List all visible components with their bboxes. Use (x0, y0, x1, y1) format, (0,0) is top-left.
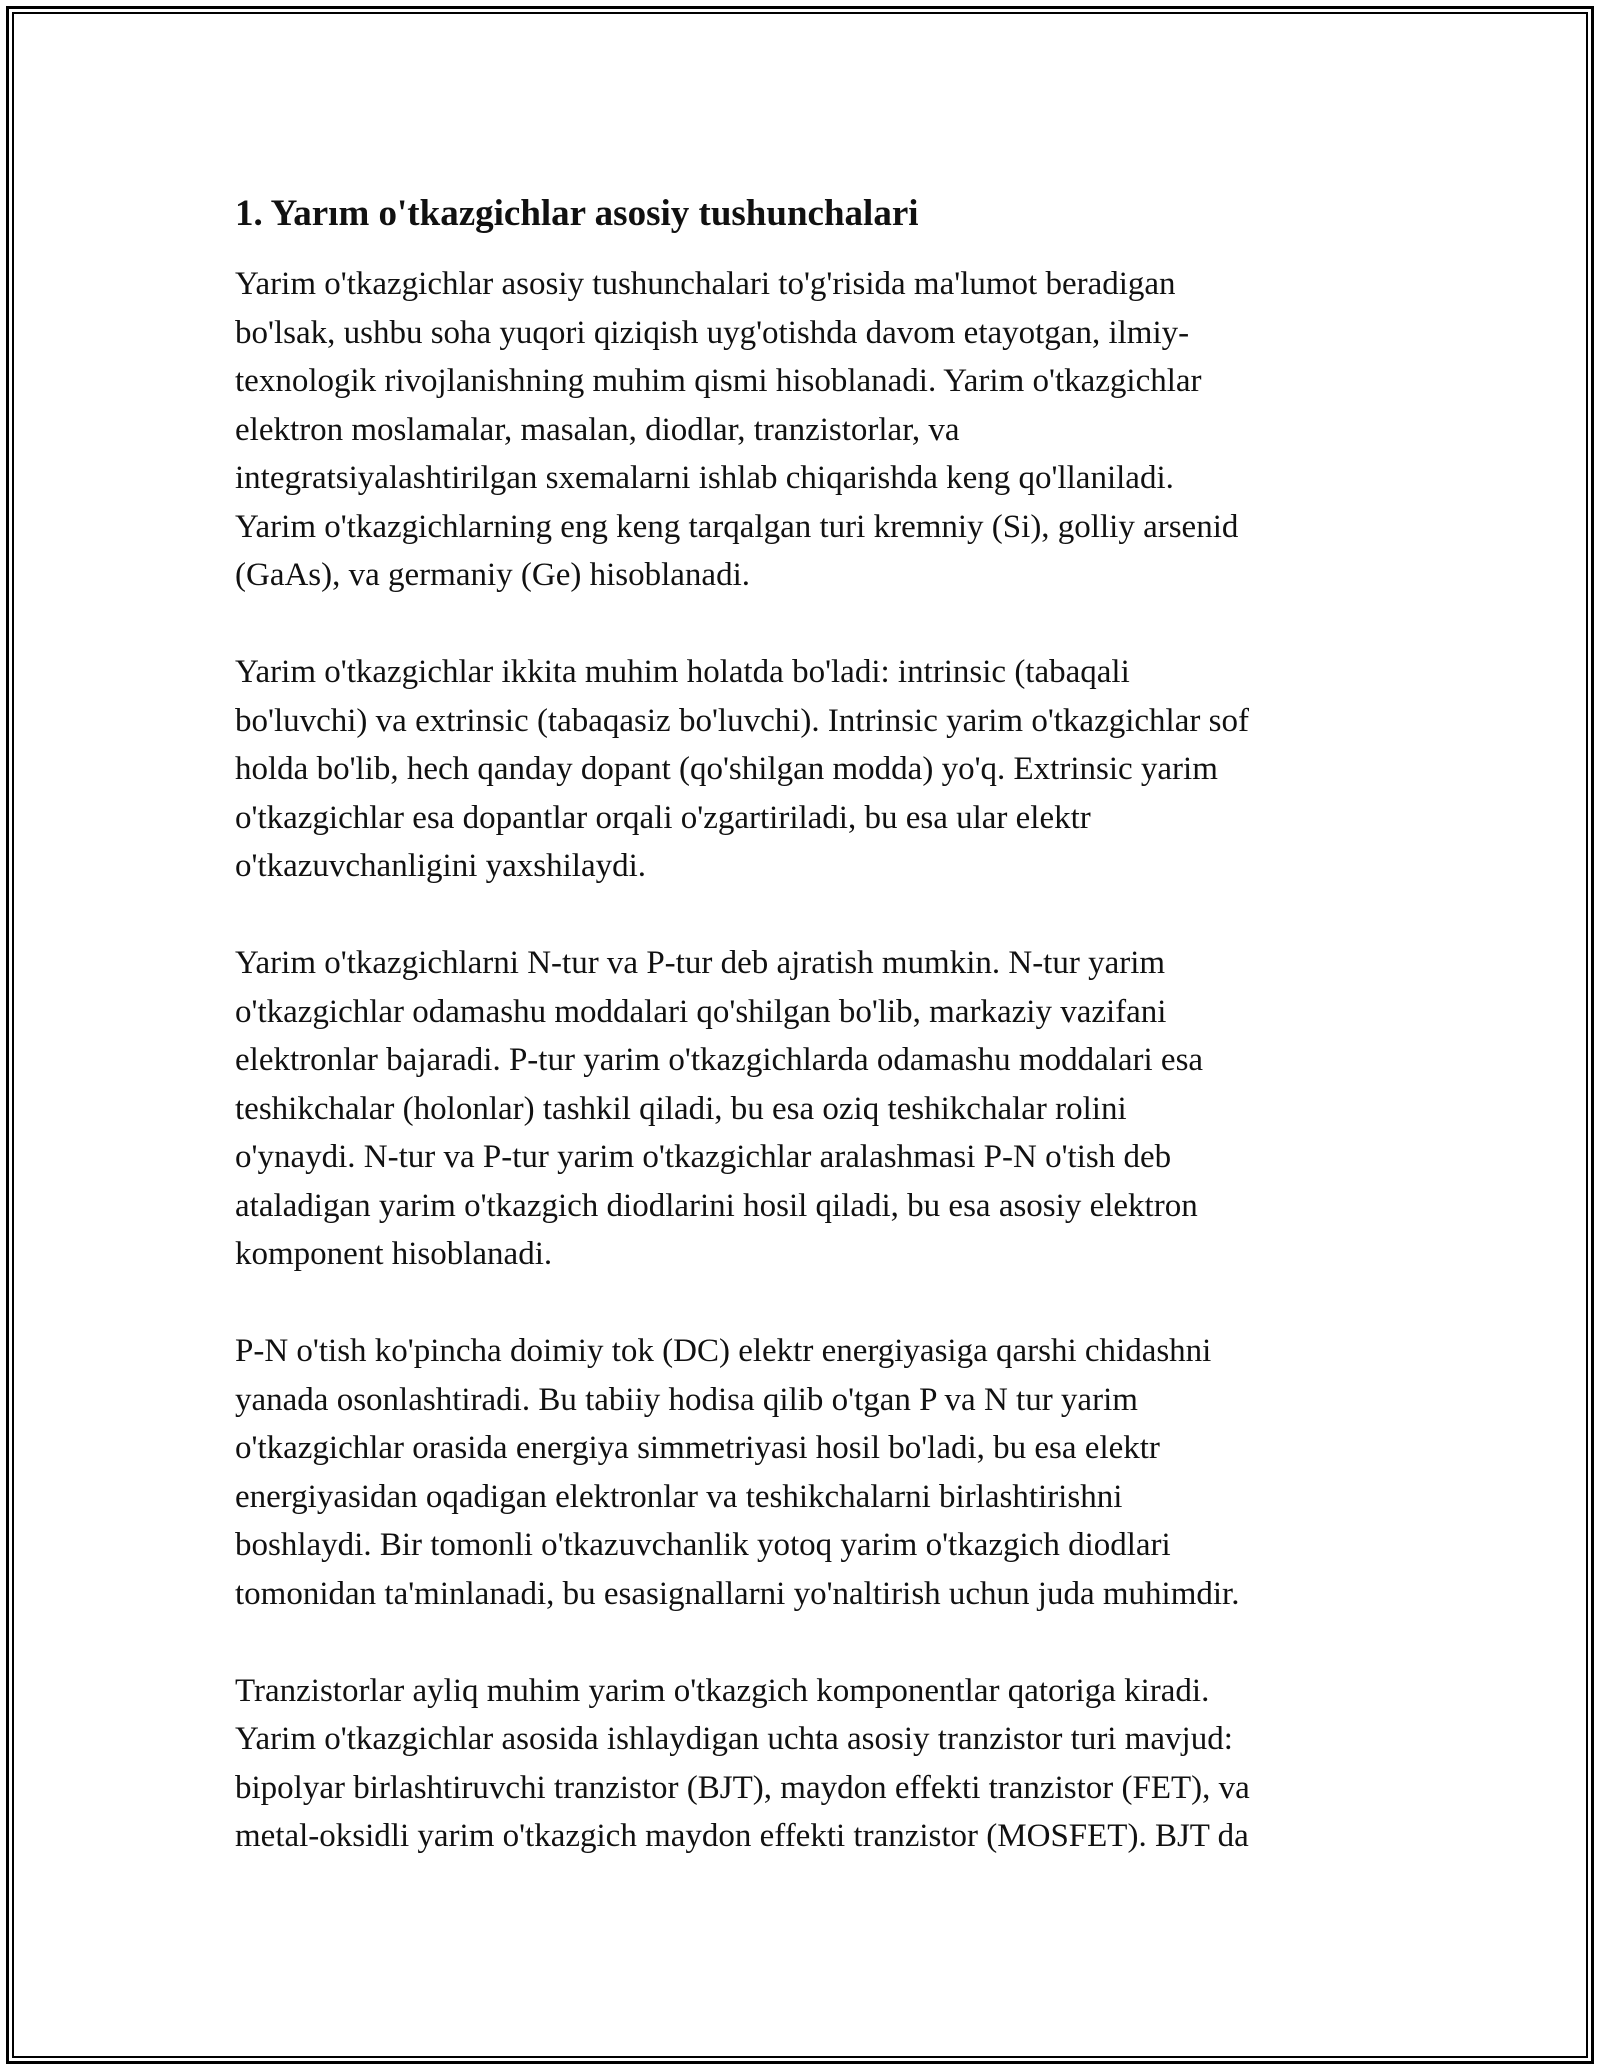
paragraph-line: Yarim o'tkazgichlarning eng keng tarqalgan turi kremniy (Si), golliy arsenid (235, 508, 1239, 545)
paragraph-line: holda bo'lib, hech qanday dopant (qo'shilgan modda) yo'q. Extrinsic yarim (235, 751, 1218, 787)
paragraph-line: o'tkazuvchanligini yaxshilaydi. (235, 848, 647, 884)
paragraph-line: texnologik rivojlanishning muhim qismi hisoblanadi. Yarim o'tkazgichlar (235, 363, 1202, 399)
paragraph-3 (235, 939, 1380, 1279)
paragraph-1 (235, 260, 1380, 600)
paragraph-line: bo'lsak, ushbu soha yuqori qiziqish uyg'otishda davom etayotgan, ilmiy- (235, 314, 1190, 351)
paragraph-line: elektronlar bajaradi. P-tur yarim o'tkazgichlarda odamashu moddalari esa (235, 1042, 1204, 1078)
paragraph-line: komponent hisoblanadi. (235, 1236, 553, 1272)
paragraph-line: Yarim o'tkazgichlar asosiy tushunchalari to'g'risida ma'lumot beradigan (235, 266, 1176, 302)
section-heading: 1. Yarım o'tkazgichlar asosiy tushunchalari (235, 193, 919, 234)
paragraph-line: elektron moslamalar, masalan, diodlar, tranzistorlar, va (235, 411, 960, 448)
paragraph-line: P-N o'tish ko'pincha doimiy tok (DC) elektr energiyasiga qarshi chidashni (235, 1333, 1212, 1369)
paragraph-4 (235, 1327, 1380, 1618)
paragraph-line: o'tkazgichlar esa dopantlar orqali o'zgartiriladi, bu esa ular elektr (235, 799, 1091, 836)
document-body (235, 186, 1380, 1909)
paragraph-line: boshlaydi. Bir tomonli o'tkazuvchanlik yotoq yarim o'tkazgich diodlari (235, 1527, 1171, 1563)
paragraph-2 (235, 648, 1380, 891)
paragraph-line: Tranzistorlar ayliq muhim yarim o'tkazgich komponentlar qatoriga kiradi. (235, 1672, 1210, 1709)
paragraph-line: o'tkazgichlar odamashu moddalari qo'shilgan bo'lib, markaziy vazifani (235, 993, 1167, 1030)
paragraph-line: teshikchalar (holonlar) tashkil qiladi, bu esa oziq teshikchalar rolini (235, 1090, 1127, 1127)
paragraph-5 (235, 1667, 1380, 1861)
paragraph-line: Yarim o'tkazgichlar ikkita muhim holatda bo'ladi: intrinsic (tabaqali (235, 654, 1130, 690)
paragraph-line: Yarim o'tkazgichlarni N-tur va P-tur deb ajratish mumkin. N-tur yarim (235, 945, 1166, 981)
paragraph-line: o'ynaydi. N-tur va P-tur yarim o'tkazgichlar aralashmasi P-N o'tish deb (235, 1139, 1172, 1175)
paragraph-line: energiyasidan oqadigan elektronlar va teshikchalarni birlashtirishni (235, 1478, 1123, 1515)
paragraph-line: integratsiyalashtirilgan sxemalarni ishlab chiqarishda keng qo'llaniladi. (235, 460, 1174, 496)
paragraph-line: yanada osonlashtiradi. Bu tabiiy hodisa qilib o'tgan P va N tur yarim (235, 1381, 1138, 1418)
paragraph-line: tomonidan ta'minlanadi, bu esasignallarni yo'naltirish uchun juda muhimdir. (235, 1575, 1240, 1612)
paragraph-line: Yarim o'tkazgichlar asosida ishlaydigan uchta asosiy tranzistor turi mavjud: (235, 1721, 1233, 1757)
paragraph-line: bo'luvchi) va extrinsic (tabaqasiz bo'luvchi). Intrinsic yarim o'tkazgichlar sof (235, 702, 1249, 739)
paragraph-line: o'tkazgichlar orasida energiya simmetriyasi hosil bo'ladi, bu esa elektr (235, 1430, 1160, 1466)
paragraph-line: bipolyar birlashtiruvchi tranzistor (BJT), maydon effekti tranzistor (FET), va (235, 1769, 1250, 1806)
paragraph-line: metal-oksidli yarim o'tkazgich maydon effekti tranzistor (MOSFET). BJT da (235, 1818, 1249, 1854)
paragraph-line: (GaAs), va germaniy (Ge) hisoblanadi. (235, 557, 750, 593)
paragraph-line: ataladigan yarim o'tkazgich diodlarini hosil qiladi, bu esa asosiy elektron (235, 1187, 1198, 1224)
